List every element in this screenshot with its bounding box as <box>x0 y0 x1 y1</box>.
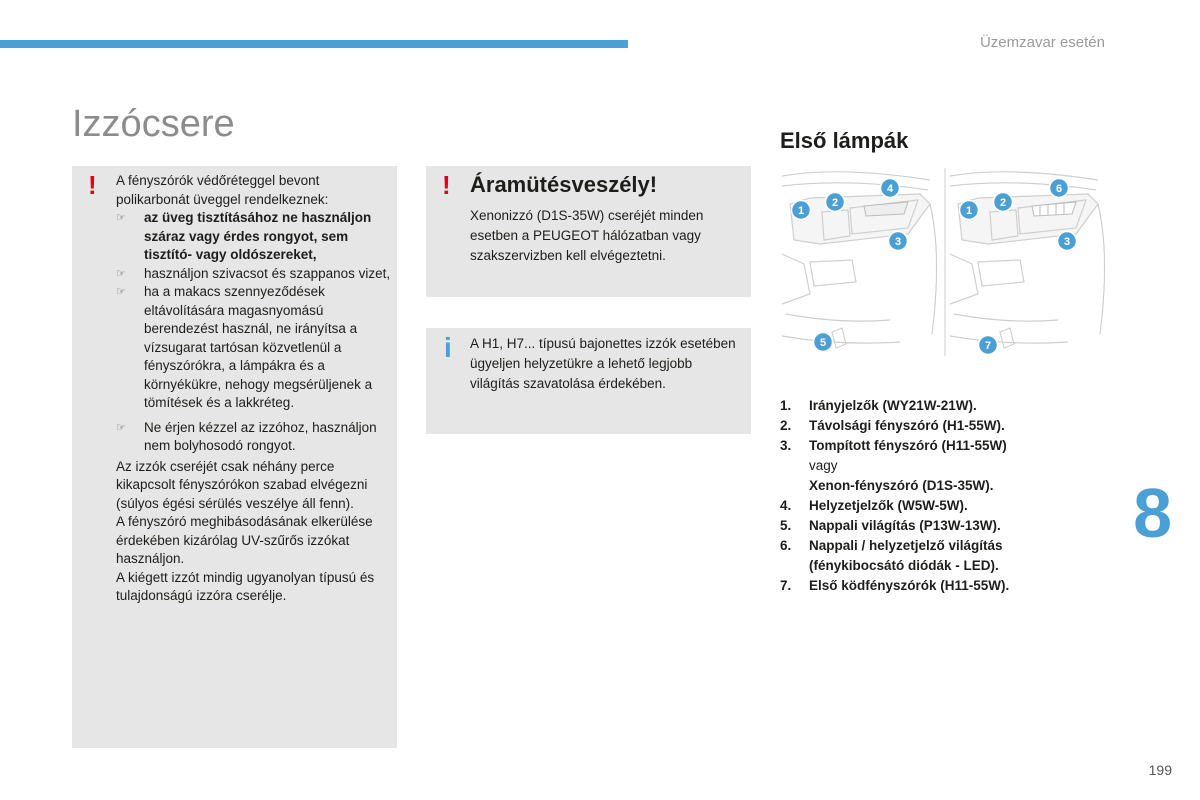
info-text: A H1, H7... típusú bajonettes izzók esetében ügyeljen helyzetükre a lehető legjobb világítás szavatolása érdekében. <box>470 336 736 391</box>
list-item: 1. Irányjelzők (WY21W-21W). <box>780 398 977 413</box>
list-item: ☞ használjon szivacsot és szappanos vizet, <box>116 265 391 284</box>
pointing-hand-icon: ☞ <box>116 421 126 434</box>
callout-label: 4 <box>886 183 894 195</box>
danger-panel <box>426 166 751 297</box>
list-item: ☞ az üveg tisztításához ne használjon száraz vagy érdes rongyot, sem tisztító- vagy oldószereket, <box>116 210 372 262</box>
headlamp-right <box>950 172 1105 348</box>
danger-text: Xenonizzó (D1S-35W) cseréjét minden esetben a PEUGEOT hálózatban vagy szakszervizben kell elvégeztetni. <box>470 208 704 263</box>
top-accent-bar <box>0 40 628 48</box>
callout-label: 6 <box>1055 183 1063 195</box>
page-number: 199 <box>1148 762 1172 778</box>
list-item: 4. Helyzetjelzők (W5W-5W). <box>780 498 968 513</box>
list-item: 5. Nappali világítás (P13W-13W). <box>780 518 1001 533</box>
list-item: ☞ Ne érjen kézzel az izzóhoz, használjon nem bolyhosodó rongyot. <box>116 419 377 453</box>
page-title: Izzócsere <box>72 103 235 146</box>
callout-label: 7 <box>984 340 992 352</box>
callout-label: 1 <box>965 205 973 217</box>
list-item: 3. Tompított fényszóró (H11-55W) vagy Xenon-fényszóró (D1S-35W). <box>780 438 1007 493</box>
section-label: Üzemzavar esetén <box>979 34 1105 51</box>
lamps-title: Első lámpák <box>780 128 909 153</box>
warning-icon: ! <box>88 170 97 200</box>
list-item: ☞ ha a makacs szennyeződések eltávolítására magasnyomású berendezést használ, ne irányítsa a vízsugarat tartósan közvetlenül a fényszórókra, a lámpákra és a környékükre, nehogy megsérüljenek a tömítések és a lakkréteg. <box>116 284 373 410</box>
paragraph: A kiégett izzót mindig ugyanolyan típusú és tulajdonságú izzóra cserélje. <box>116 569 375 603</box>
list-item: 7. Első ködfényszórók (H11-55W). <box>780 578 1010 593</box>
headlamp-diagram <box>780 164 1106 360</box>
headlamp-left <box>782 172 937 348</box>
headlamp-illustration <box>780 164 1106 360</box>
pointing-hand-icon: ☞ <box>116 286 126 298</box>
callout-label: 3 <box>1063 236 1071 248</box>
info-panel <box>426 328 751 434</box>
warning-paragraphs <box>116 458 391 606</box>
callout-label: 1 <box>797 205 805 217</box>
pointing-hand-icon: ☞ <box>116 267 126 280</box>
warning-icon: ! <box>442 170 451 200</box>
lamp-list <box>780 396 1080 596</box>
list-item: 6. Nappali / helyzetjelző világítás (fénykibocsátó diódák - LED). <box>780 538 1003 573</box>
callout-label: 3 <box>894 236 902 248</box>
warning-intro: A fényszórók védőréteggel bevont polikarbonát üveggel rendelkeznek: <box>116 173 329 207</box>
danger-title: Áramütésveszély! <box>470 172 658 197</box>
warning-text <box>116 172 391 606</box>
pointing-hand-icon: ☞ <box>116 212 126 224</box>
callout-label: 2 <box>831 197 839 209</box>
paragraph: Az izzók cseréjét csak néhány perce kikapcsolt fényszórókon szabad elvégezni (súlyos égési sérülés veszélye áll fenn). <box>116 458 368 511</box>
callout-label: 5 <box>819 337 827 349</box>
warning-panel <box>72 166 397 748</box>
chapter-number: 8 <box>1133 474 1172 552</box>
list-item: 2. Távolsági fényszóró (H1-55W). <box>780 418 1005 433</box>
paragraph: A fényszóró meghibásodásának elkerülése érdekében kizárólag UV-szűrős izzókat használjon. <box>116 514 373 566</box>
info-icon: i <box>444 332 452 363</box>
callout-label: 2 <box>999 197 1007 209</box>
warning-bullets <box>116 209 391 456</box>
